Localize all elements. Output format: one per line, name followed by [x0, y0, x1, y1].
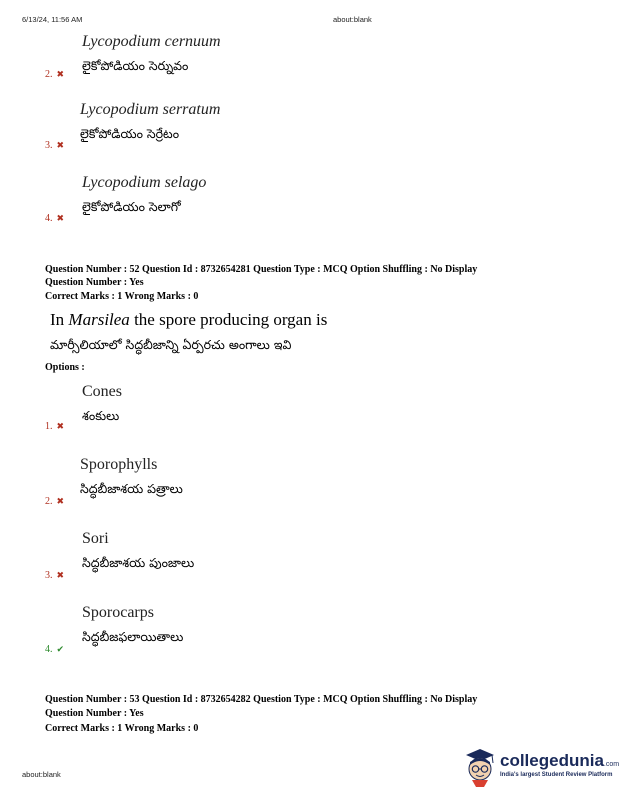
option-telugu: సిద్ధబీజాశయ పుంజాలు — [82, 555, 195, 570]
option-number: 4. ✔ — [45, 644, 65, 655]
option-number: 4. ✖ — [45, 213, 65, 224]
logo-name: collegedunia — [500, 751, 604, 770]
wrong-mark-icon: ✖ — [56, 571, 65, 581]
option-english: Lycopodium cernuum — [82, 33, 221, 50]
question-marks: Correct Marks : 1 Wrong Marks : 0 — [45, 291, 199, 302]
print-timestamp: 6/13/24, 11:56 AM — [22, 15, 83, 24]
options-label: Options : — [45, 362, 85, 373]
wrong-mark-icon: ✖ — [56, 141, 65, 151]
question-meta: Question Number : 53 Question Id : 8732654282 Question Type : MCQ Option Shuffling : No Display — [45, 694, 478, 705]
option-english: Lycopodium selago — [82, 174, 207, 191]
wrong-mark-icon: ✖ — [56, 422, 65, 432]
mascot-icon — [462, 745, 498, 787]
option-telugu: లైకోపోడియం సెర్నువం — [82, 58, 189, 73]
print-url: about:blank — [333, 15, 372, 24]
logo-tagline: India's largest Student Review Platform — [500, 772, 613, 778]
option-number: 3. ✖ — [45, 140, 65, 151]
option-english: Sori — [82, 530, 109, 547]
question-meta: Question Number : 52 Question Id : 8732654281 Question Type : MCQ Option Shuffling : No Display — [45, 264, 478, 275]
question-text-english: In Marsilea the spore producing organ is — [50, 310, 328, 329]
option-telugu: సిద్ధబీజాశయ పత్రాలు — [80, 481, 183, 496]
option-telugu: శంకులు — [82, 408, 120, 423]
question-meta-display: Question Number : Yes — [45, 277, 144, 288]
option-number: 3. ✖ — [45, 570, 65, 581]
logo-tld: .com — [603, 761, 619, 768]
question-meta-display: Question Number : Yes — [45, 708, 144, 719]
option-number: 1. ✖ — [45, 421, 65, 432]
option-number: 2. ✖ — [45, 496, 65, 507]
option-telugu: సిద్ధబీజఫలాయితాలు — [82, 629, 184, 644]
question-marks: Correct Marks : 1 Wrong Marks : 0 — [45, 723, 199, 734]
wrong-mark-icon: ✖ — [56, 214, 65, 224]
option-english: Sporocarps — [82, 604, 154, 621]
option-number: 2. ✖ — [45, 69, 65, 80]
option-english: Lycopodium serratum — [80, 101, 221, 118]
option-english: Cones — [82, 383, 122, 400]
option-telugu: లైకోపోడియం సెర్రేటం — [80, 126, 180, 141]
question-text-telugu: మార్సీలియాలో సిద్ధబీజాన్ని ఏర్పరచు అంగాలు ఇవి — [50, 337, 292, 352]
collegedunia-logo — [462, 745, 619, 787]
print-footer-url: about:blank — [22, 770, 61, 779]
wrong-mark-icon: ✖ — [56, 70, 65, 80]
option-telugu: లైకోపోడియం సెలాగో — [82, 199, 181, 214]
option-english: Sporophylls — [80, 456, 158, 473]
wrong-mark-icon: ✖ — [56, 497, 65, 507]
correct-check-icon: ✔ — [56, 645, 65, 655]
